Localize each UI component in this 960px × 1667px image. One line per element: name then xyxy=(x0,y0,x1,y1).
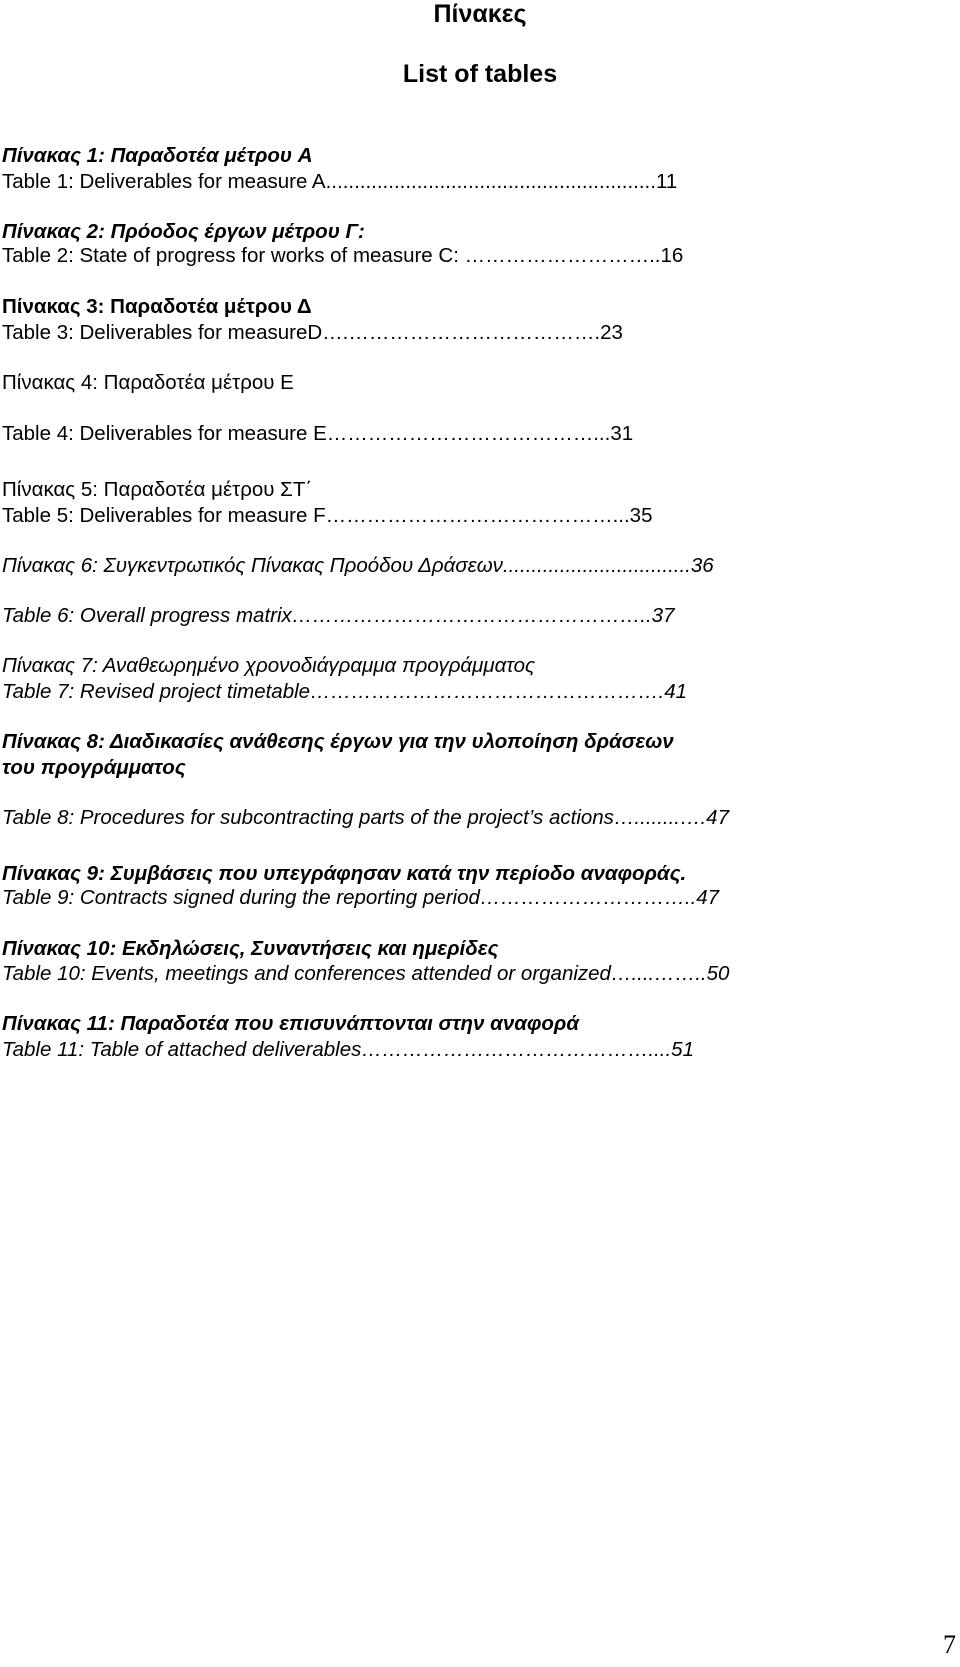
toc-entry-7-english: Table 7: Revised project timetable…………………………………………….41 xyxy=(2,680,688,703)
toc-entry-6-english: Table 6: Overall progress matrix……………………………………………..37 xyxy=(2,604,675,627)
toc-entry-11-english: Table 11: Table of attached deliverables……………………………………....51 xyxy=(2,1038,694,1061)
toc-entry-9-greek: Πίνακας 9: Συμβάσεις που υπεγράφησαν κατά την περίοδο αναφοράς. xyxy=(2,862,687,885)
toc-entry-8-greek: Πίνακας 8: Διαδικασίες ανάθεσης έργων για την υλοποίηση δράσεων xyxy=(2,730,674,753)
toc-entry-8-greek-line2: του προγράμματος xyxy=(2,756,186,779)
toc-entry-10-greek: Πίνακας 10: Εκδηλώσεις, Συναντήσεις και ημερίδες xyxy=(2,937,499,960)
toc-entry-10-english: Table 10: Events, meetings and conferences attended or organized…....……..50 xyxy=(2,962,730,985)
toc-entry-3-greek: Πίνακας 3: Παραδοτέα μέτρου Δ xyxy=(2,295,312,318)
toc-entry-3-english: Table 3: Deliverables for measureD….……………………………….23 xyxy=(2,321,623,344)
toc-entry-1-english: Table 1: Deliverables for measure A..........................................................11 xyxy=(2,170,678,193)
page-title-english: List of tables xyxy=(402,60,558,88)
toc-entry-9-english: Table 9: Contracts signed during the reporting period…………………………..47 xyxy=(2,886,720,909)
toc-entry-2-greek: Πίνακας 2: Πρόοδος έργων μέτρου Γ: xyxy=(2,220,365,243)
toc-entry-6-greek: Πίνακας 6: Συγκεντρωτικός Πίνακας Προόδου Δράσεων.................................36 xyxy=(2,554,714,577)
page-number: 7 xyxy=(943,1630,956,1659)
toc-entry-5-english: Table 5: Deliverables for measure F……………………………………...35 xyxy=(2,504,653,527)
toc-entry-4-greek: Πίνακας 4: Παραδοτέα μέτρου Ε xyxy=(2,371,294,394)
toc-entry-11-greek: Πίνακας 11: Παραδοτέα που επισυνάπτονται στην αναφορά xyxy=(2,1012,580,1035)
toc-entry-7-greek: Πίνακας 7: Αναθεωρημένο χρονοδιάγραμμα προγράμματος xyxy=(2,654,536,677)
toc-entry-4-english: Table 4: Deliverables for measure E…………………………………...31 xyxy=(2,422,634,445)
toc-entry-8-english: Table 8: Procedures for subcontracting parts of the project’s actions…........….47 xyxy=(2,806,729,829)
toc-entry-2-english: Table 2: State of progress for works of measure C: ………………………..16 xyxy=(2,244,684,267)
toc-entry-5-greek: Πίνακας 5: Παραδοτέα μέτρου ΣΤ΄ xyxy=(2,478,313,501)
page-title-greek: Πίνακες xyxy=(433,0,527,28)
toc-entry-1-greek: Πίνακας 1: Παραδοτέα μέτρου A xyxy=(2,144,313,167)
